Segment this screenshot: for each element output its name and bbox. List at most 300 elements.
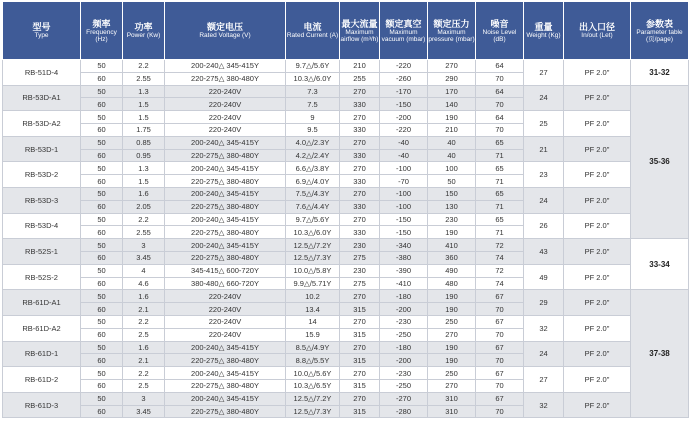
table-row [3,315,689,328]
power-cell: 1.5 [123,175,165,188]
noise-cell: 70 [476,123,524,136]
freq-cell: 50 [81,367,123,380]
model-type-cell: RB-53D-3 [3,187,81,213]
header-max-airflow-zh: 最大流量 [341,18,378,29]
voltage-cell: 200-240△ 345-415Y [165,162,286,175]
vacuum-cell: -150 [380,213,428,226]
noise-cell: 71 [476,226,524,239]
in-out-cell: PF 2.0" [564,85,631,111]
airflow-cell: 270 [340,136,380,149]
in-out-cell: PF 2.0" [564,264,631,290]
freq-cell: 60 [81,328,123,341]
current-cell: 10.0△/5.6Y [286,367,340,380]
freq-cell: 50 [81,85,123,98]
airflow-cell: 210 [340,60,380,73]
noise-cell: 67 [476,290,524,303]
freq-cell: 60 [81,149,123,162]
noise-cell: 74 [476,277,524,290]
header-rated-voltage-zh: 额定电压 [206,22,243,32]
model-type-cell: RB-61D-A1 [3,290,81,316]
airflow-cell: 275 [340,251,380,264]
table-row [3,162,689,175]
voltage-cell: 220-275△ 380-480Y [165,405,286,418]
noise-cell: 67 [476,341,524,354]
current-cell: 10.2 [286,290,340,303]
header-in-out-zh: 出入口径 [578,22,615,32]
power-cell: 1.6 [123,341,165,354]
airflow-cell: 330 [340,200,380,213]
header-noise-level [476,2,524,60]
current-cell: 12.5△/7.2Y [286,239,340,252]
airflow-cell: 315 [340,379,380,392]
in-out-cell: PF 2.0" [564,290,631,316]
voltage-cell: 220-275△ 380-480Y [165,200,286,213]
weight-cell: 32 [524,315,564,341]
model-type-cell: RB-53D-1 [3,136,81,162]
vacuum-cell: -270 [380,392,428,405]
power-cell: 1.5 [123,111,165,124]
header-parameter-table [631,2,689,60]
pressure-cell: 270 [428,379,476,392]
pressure-cell: 250 [428,315,476,328]
weight-cell: 23 [524,162,564,188]
power-cell: 1.75 [123,123,165,136]
vacuum-cell: -40 [380,136,428,149]
header-max-vacuum-zh: 额定真空 [385,18,422,29]
voltage-cell: 200-240△ 345-415Y [165,60,286,73]
header-power-zh: 功率 [134,22,153,32]
header-power [123,2,165,60]
model-type-cell: RB-51D-4 [3,60,81,86]
table-row [3,85,689,98]
freq-cell: 60 [81,354,123,367]
header-max-pressure-zh: 额定压力 [433,18,470,29]
airflow-cell: 255 [340,72,380,85]
freq-cell: 60 [81,379,123,392]
vacuum-cell: -100 [380,187,428,200]
in-out-cell: PF 2.0" [564,341,631,367]
power-cell: 2.2 [123,213,165,226]
current-cell: 9.5 [286,123,340,136]
header-rated-current-zh: 电流 [303,22,322,32]
pressure-cell: 190 [428,290,476,303]
pressure-cell: 190 [428,354,476,367]
noise-cell: 70 [476,405,524,418]
vacuum-cell: -150 [380,226,428,239]
pressure-cell: 250 [428,367,476,380]
power-cell: 2.2 [123,315,165,328]
freq-cell: 50 [81,136,123,149]
current-cell: 6.6△/3.8Y [286,162,340,175]
in-out-cell: PF 2.0" [564,239,631,265]
pressure-cell: 230 [428,213,476,226]
noise-cell: 72 [476,239,524,252]
header-max-vacuum [380,2,428,60]
vacuum-cell: -250 [380,328,428,341]
freq-cell: 60 [81,72,123,85]
vacuum-cell: -220 [380,123,428,136]
freq-cell: 60 [81,123,123,136]
header-max-airflow [340,2,380,60]
in-out-cell: PF 2.0" [564,187,631,213]
header-max-pressure [428,2,476,60]
pressure-cell: 480 [428,277,476,290]
vacuum-cell: -100 [380,200,428,213]
weight-cell: 26 [524,213,564,239]
freq-cell: 60 [81,277,123,290]
current-cell: 9.9△/5.71Y [286,277,340,290]
airflow-cell: 270 [340,341,380,354]
noise-cell: 64 [476,85,524,98]
airflow-cell: 315 [340,328,380,341]
pressure-cell: 310 [428,405,476,418]
weight-cell: 21 [524,136,564,162]
model-type-cell: RB-61D-2 [3,367,81,393]
header-frequency-zh: 频率 [92,18,111,29]
noise-cell: 74 [476,251,524,264]
airflow-cell: 330 [340,175,380,188]
model-type-cell: RB-53D-4 [3,213,81,239]
vacuum-cell: -170 [380,85,428,98]
vacuum-cell: -70 [380,175,428,188]
voltage-cell: 220-240V [165,123,286,136]
voltage-cell: 200-240△ 345-415Y [165,187,286,200]
power-cell: 2.2 [123,60,165,73]
voltage-cell: 345-415△ 600-720Y [165,264,286,277]
power-cell: 2.5 [123,379,165,392]
current-cell: 9 [286,111,340,124]
noise-cell: 64 [476,111,524,124]
noise-cell: 70 [476,328,524,341]
pressure-cell: 360 [428,251,476,264]
table-row [3,136,689,149]
airflow-cell: 270 [340,187,380,200]
voltage-cell: 220-240V [165,98,286,111]
voltage-cell: 220-275△ 380-480Y [165,226,286,239]
power-cell: 2.55 [123,226,165,239]
weight-cell: 49 [524,264,564,290]
weight-cell: 25 [524,111,564,137]
pressure-cell: 190 [428,226,476,239]
vacuum-cell: -280 [380,405,428,418]
power-cell: 3.45 [123,405,165,418]
current-cell: 9.7△/5.6Y [286,213,340,226]
current-cell: 10.3△/6.5Y [286,379,340,392]
header-frequency-en: Frequency (Hz) [86,28,117,43]
table-row [3,60,689,73]
vacuum-cell: -150 [380,98,428,111]
airflow-cell: 230 [340,239,380,252]
noise-cell: 67 [476,392,524,405]
pressure-cell: 150 [428,187,476,200]
current-cell: 12.5△/7.3Y [286,405,340,418]
in-out-cell: PF 2.0" [564,315,631,341]
current-cell: 15.9 [286,328,340,341]
airflow-cell: 330 [340,98,380,111]
airflow-cell: 315 [340,303,380,316]
pressure-cell: 100 [428,162,476,175]
voltage-cell: 220-240V [165,85,286,98]
vacuum-cell: -250 [380,379,428,392]
current-cell: 9.7△/5.6Y [286,60,340,73]
table-row [3,264,689,277]
table-row [3,341,689,354]
freq-cell: 50 [81,239,123,252]
vacuum-cell: -260 [380,72,428,85]
header-type-zh: 型号 [32,22,51,32]
page-ref-cell: 37-38 [631,290,689,418]
power-cell: 4.6 [123,277,165,290]
table-row [3,392,689,405]
header-row [3,2,689,60]
vacuum-cell: -200 [380,354,428,367]
weight-cell: 27 [524,60,564,86]
freq-cell: 50 [81,264,123,277]
power-cell: 3 [123,392,165,405]
airflow-cell: 270 [340,290,380,303]
voltage-cell: 220-275△ 380-480Y [165,251,286,264]
power-cell: 1.3 [123,162,165,175]
voltage-cell: 220-240V [165,328,286,341]
header-weight-zh: 重量 [534,22,553,32]
freq-cell: 50 [81,315,123,328]
noise-cell: 70 [476,354,524,367]
model-type-cell: RB-61D-3 [3,392,81,418]
current-cell: 12.5△/7.3Y [286,251,340,264]
freq-cell: 50 [81,162,123,175]
pressure-cell: 140 [428,98,476,111]
airflow-cell: 330 [340,123,380,136]
header-rated-current-en: Rated Current (A) [286,32,339,39]
noise-cell: 70 [476,72,524,85]
header-rated-voltage [165,2,286,60]
pressure-cell: 490 [428,264,476,277]
airflow-cell: 275 [340,277,380,290]
freq-cell: 60 [81,175,123,188]
pressure-cell: 50 [428,175,476,188]
weight-cell: 24 [524,85,564,111]
header-rated-current [286,2,340,60]
current-cell: 4.0△/2.3Y [286,136,340,149]
voltage-cell: 220-275△ 380-480Y [165,379,286,392]
freq-cell: 60 [81,251,123,264]
header-in-out [564,2,631,60]
vacuum-cell: -40 [380,149,428,162]
model-type-cell: RB-52S-1 [3,239,81,265]
pressure-cell: 410 [428,239,476,252]
vacuum-cell: -180 [380,290,428,303]
table-row [3,290,689,303]
power-cell: 3.45 [123,251,165,264]
vacuum-cell: -340 [380,239,428,252]
header-frequency [81,2,123,60]
power-cell: 4 [123,264,165,277]
vacuum-cell: -410 [380,277,428,290]
freq-cell: 50 [81,111,123,124]
noise-cell: 71 [476,149,524,162]
in-out-cell: PF 2.0" [564,60,631,86]
pressure-cell: 190 [428,341,476,354]
power-cell: 1.3 [123,85,165,98]
freq-cell: 60 [81,226,123,239]
current-cell: 10.3△/6.0Y [286,72,340,85]
freq-cell: 50 [81,290,123,303]
header-rated-voltage-en: Rated Voltage (V) [199,32,251,39]
noise-cell: 72 [476,264,524,277]
noise-cell: 64 [476,60,524,73]
spec-table [2,1,689,418]
weight-cell: 24 [524,341,564,367]
model-type-cell: RB-52S-2 [3,264,81,290]
pressure-cell: 310 [428,392,476,405]
header-type-en: Type [34,32,49,39]
pressure-cell: 270 [428,328,476,341]
airflow-cell: 270 [340,162,380,175]
header-noise-level-zh: 噪音 [490,18,509,29]
vacuum-cell: -100 [380,162,428,175]
voltage-cell: 220-240V [165,315,286,328]
current-cell: 7.6△/4.4Y [286,200,340,213]
in-out-cell: PF 2.0" [564,162,631,188]
model-type-cell: RB-53D-A1 [3,85,81,111]
current-cell: 8.8△/5.5Y [286,354,340,367]
freq-cell: 50 [81,60,123,73]
freq-cell: 50 [81,392,123,405]
freq-cell: 60 [81,98,123,111]
header-max-vacuum-en: Maximum vacuum (mbar) [381,28,426,43]
current-cell: 8.5△/4.9Y [286,341,340,354]
header-parameter-table-zh: 参数表 [645,18,673,29]
power-cell: 0.85 [123,136,165,149]
voltage-cell: 200-240△ 345-415Y [165,341,286,354]
airflow-cell: 270 [340,85,380,98]
header-weight [524,2,564,60]
voltage-cell: 220-240V [165,303,286,316]
current-cell: 7.5 [286,98,340,111]
airflow-cell: 270 [340,392,380,405]
noise-cell: 67 [476,315,524,328]
vacuum-cell: -200 [380,111,428,124]
noise-cell: 71 [476,200,524,213]
table-row [3,367,689,380]
freq-cell: 60 [81,405,123,418]
header-parameter-table-en: Parameter table (页/page) [636,28,683,43]
current-cell: 13.4 [286,303,340,316]
noise-cell: 70 [476,303,524,316]
power-cell: 3 [123,239,165,252]
power-cell: 2.05 [123,200,165,213]
current-cell: 10.3△/6.0Y [286,226,340,239]
current-cell: 12.5△/7.2Y [286,392,340,405]
noise-cell: 71 [476,175,524,188]
pressure-cell: 190 [428,111,476,124]
header-power-en: Power (Kw) [126,32,161,39]
airflow-cell: 270 [340,315,380,328]
voltage-cell: 220-275△ 380-480Y [165,175,286,188]
noise-cell: 70 [476,379,524,392]
model-type-cell: RB-61D-A2 [3,315,81,341]
header-weight-en: Weight (Kg) [526,32,561,39]
airflow-cell: 270 [340,213,380,226]
voltage-cell: 200-240△ 345-415Y [165,392,286,405]
vacuum-cell: -220 [380,60,428,73]
airflow-cell: 330 [340,149,380,162]
noise-cell: 67 [476,367,524,380]
airflow-cell: 270 [340,111,380,124]
power-cell: 2.2 [123,367,165,380]
pressure-cell: 130 [428,200,476,213]
voltage-cell: 220-275△ 380-480Y [165,149,286,162]
noise-cell: 70 [476,98,524,111]
weight-cell: 43 [524,239,564,265]
noise-cell: 65 [476,187,524,200]
model-type-cell: RB-53D-2 [3,162,81,188]
pressure-cell: 190 [428,303,476,316]
voltage-cell: 220-275△ 380-480Y [165,354,286,367]
vacuum-cell: -230 [380,315,428,328]
current-cell: 6.9△/4.0Y [286,175,340,188]
freq-cell: 60 [81,200,123,213]
vacuum-cell: -230 [380,367,428,380]
vacuum-cell: -180 [380,341,428,354]
noise-cell: 65 [476,136,524,149]
in-out-cell: PF 2.0" [564,367,631,393]
weight-cell: 32 [524,392,564,418]
voltage-cell: 200-240△ 345-415Y [165,213,286,226]
freq-cell: 50 [81,187,123,200]
in-out-cell: PF 2.0" [564,111,631,137]
weight-cell: 27 [524,367,564,393]
page-ref-cell: 35-36 [631,85,689,239]
in-out-cell: PF 2.0" [564,392,631,418]
power-cell: 2.5 [123,328,165,341]
freq-cell: 50 [81,341,123,354]
voltage-cell: 200-240△ 345-415Y [165,239,286,252]
airflow-cell: 270 [340,367,380,380]
model-type-cell: RB-61D-1 [3,341,81,367]
power-cell: 2.55 [123,72,165,85]
voltage-cell: 220-240V [165,111,286,124]
page-ref-cell: 31-32 [631,60,689,86]
pressure-cell: 40 [428,149,476,162]
table-row [3,111,689,124]
vacuum-cell: -200 [380,303,428,316]
current-cell: 7.5△/4.3Y [286,187,340,200]
airflow-cell: 230 [340,264,380,277]
pressure-cell: 290 [428,72,476,85]
in-out-cell: PF 2.0" [564,136,631,162]
pressure-cell: 270 [428,60,476,73]
header-max-pressure-en: Maximum pressure (mbar) [428,28,475,43]
voltage-cell: 200-240△ 345-415Y [165,367,286,380]
voltage-cell: 220-240V [165,290,286,303]
airflow-cell: 315 [340,354,380,367]
table-row [3,213,689,226]
power-cell: 1.6 [123,187,165,200]
noise-cell: 65 [476,213,524,226]
current-cell: 4.2△/2.4Y [286,149,340,162]
freq-cell: 50 [81,213,123,226]
noise-cell: 65 [476,162,524,175]
header-noise-level-en: Noise Level (dB) [482,28,517,43]
current-cell: 10.0△/5.8Y [286,264,340,277]
header-type [3,2,81,60]
power-cell: 1.6 [123,290,165,303]
vacuum-cell: -380 [380,251,428,264]
airflow-cell: 315 [340,405,380,418]
airflow-cell: 330 [340,226,380,239]
power-cell: 0.95 [123,149,165,162]
